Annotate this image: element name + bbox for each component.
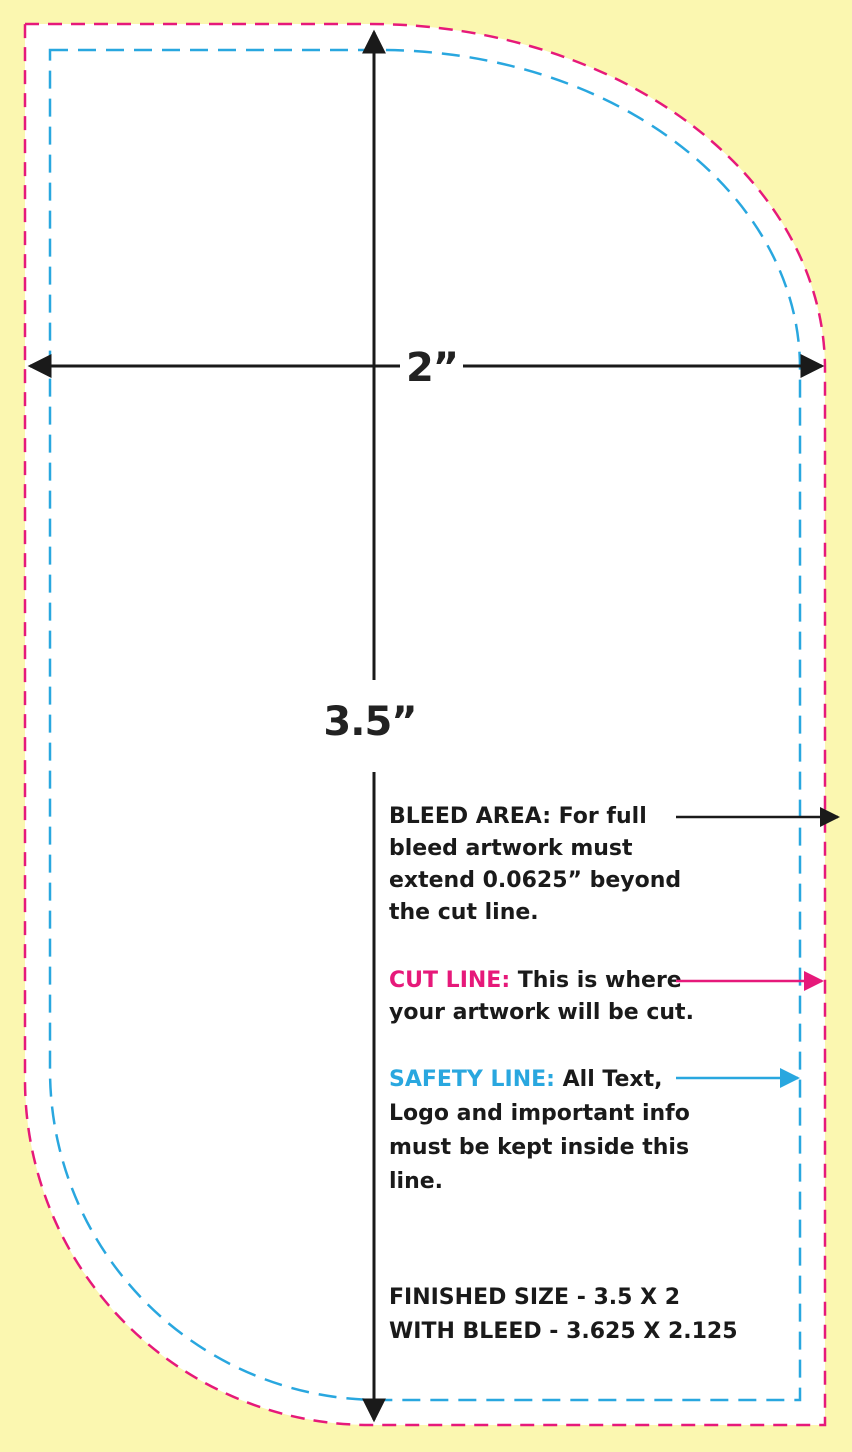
safety-text-4: line. [389,1169,444,1194]
bleed-text-4: the cut line. [389,900,539,925]
safety-text-1: All Text, [554,1067,663,1092]
safety-term: SAFETY LINE: [389,1067,555,1092]
bleed-term: BLEED AREA: [389,804,551,829]
bleed-text-2: bleed artwork must [389,836,633,861]
height-label: 3.5” [323,699,417,745]
with-bleed-size: WITH BLEED - 3.625 X 2.125 [389,1319,738,1344]
finished-size: FINISHED SIZE - 3.5 X 2 [389,1285,681,1310]
bleed-text-3: extend 0.0625” beyond [389,868,682,893]
bleed-text-1: For full [551,804,647,829]
safety-text-3: must be kept inside this [389,1135,690,1160]
cut-text-2: your artwork will be cut. [389,1000,694,1025]
safety-text-2: Logo and important info [389,1101,690,1126]
cut-term: CUT LINE: [389,968,511,993]
card-shape [25,24,825,1425]
width-label: 2” [405,345,459,391]
cut-text-1: This is where [510,968,682,993]
